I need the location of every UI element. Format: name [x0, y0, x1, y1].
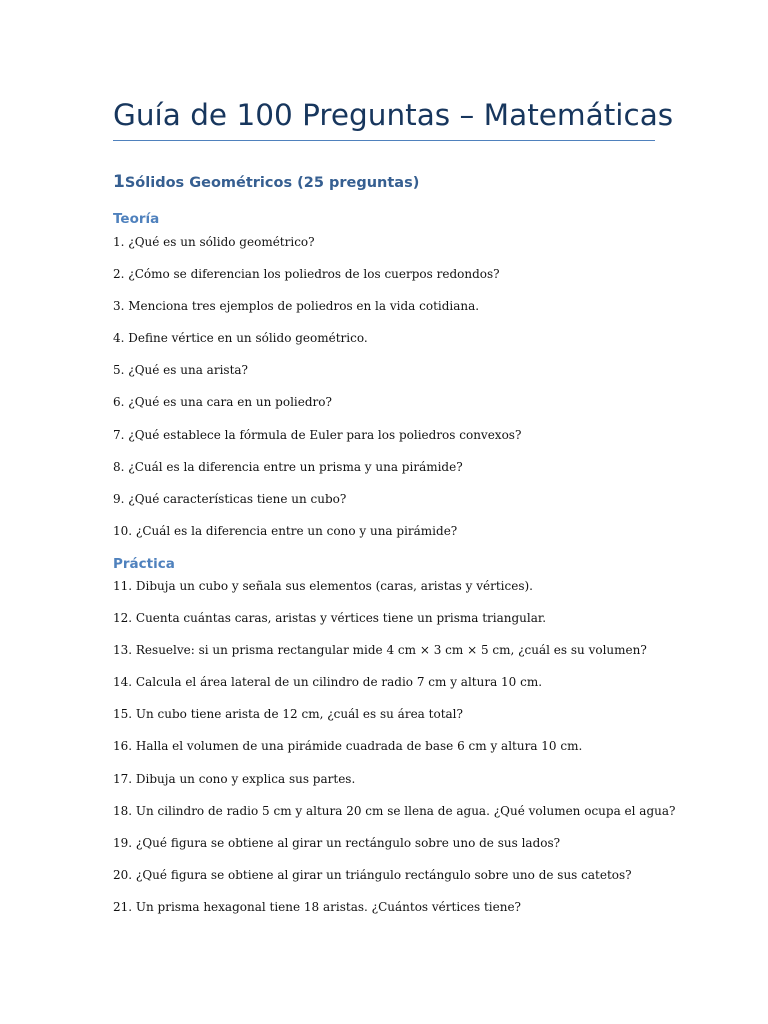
- theory-heading: Teoría: [113, 211, 160, 227]
- question-item: 10. ¿Cuál es la diferencia entre un cono y una pirámide?: [113, 523, 458, 538]
- question-item: 1. ¿Qué es un sólido geométrico?: [113, 235, 315, 249]
- section-number: 1: [113, 172, 122, 192]
- question-item: 3. Menciona tres ejemplos de poliedros en la vida cotidiana.: [113, 299, 480, 314]
- question-item: 17. Dibuja un cono y explica sus partes.: [113, 771, 356, 786]
- question-item: 19. ¿Qué figura se obtiene al girar un rectángulo sobre uno de sus lados?: [113, 835, 561, 850]
- question-item: 16. Halla el volumen de una pirámide cuadrada de base 6 cm y altura 10 cm.: [113, 739, 583, 754]
- question-item: 4. Define vértice en un sólido geométrico.: [113, 331, 368, 346]
- question-item: 11. Dibuja un cubo y señala sus elementos (caras, aristas y vértices).: [113, 579, 533, 593]
- question-item: 7. ¿Qué establece la fórmula de Euler para los poliedros convexos?: [113, 427, 522, 442]
- question-item: 8. ¿Cuál es la diferencia entre un prisma y una pirámide?: [113, 459, 463, 474]
- section-title: Sólidos Geométricos (25 preguntas): [124, 175, 420, 191]
- question-item: 14. Calcula el área lateral de un cilindro de radio 7 cm y altura 10 cm.: [113, 675, 543, 690]
- question-item: 21. Un prisma hexagonal tiene 18 aristas. ¿Cuántos vértices tiene?: [113, 899, 521, 914]
- document-title: Guía de 100 Preguntas – Matemáticas: [113, 93, 655, 141]
- question-item: 2. ¿Cómo se diferencian los poliedros de los cuerpos redondos?: [113, 267, 500, 282]
- theory-question-list: [113, 233, 521, 554]
- question-item: 6. ¿Qué es una cara en un poliedro?: [113, 395, 332, 410]
- question-item: 9. ¿Qué características tiene un cubo?: [113, 491, 347, 506]
- question-item: 20. ¿Qué figura se obtiene al girar un triángulo rectángulo sobre uno de sus catetos?: [113, 867, 632, 882]
- question-item: 13. Resuelve: si un prisma rectangular mide 4 cm × 3 cm × 5 cm, ¿cuál es su volumen?: [113, 643, 647, 658]
- practice-heading: Práctica: [113, 556, 175, 572]
- question-item: 5. ¿Qué es una arista?: [113, 363, 248, 378]
- question-item: 12. Cuenta cuántas caras, aristas y vértices tiene un prisma triangular.: [113, 611, 547, 626]
- practice-question-list: [113, 577, 675, 930]
- question-item: 18. Un cilindro de radio 5 cm y altura 20 cm se llena de agua. ¿Qué volumen ocupa el agua?: [113, 803, 676, 818]
- section-heading: [113, 172, 419, 193]
- question-item: 15. Un cubo tiene arista de 12 cm, ¿cuál es su área total?: [113, 707, 463, 722]
